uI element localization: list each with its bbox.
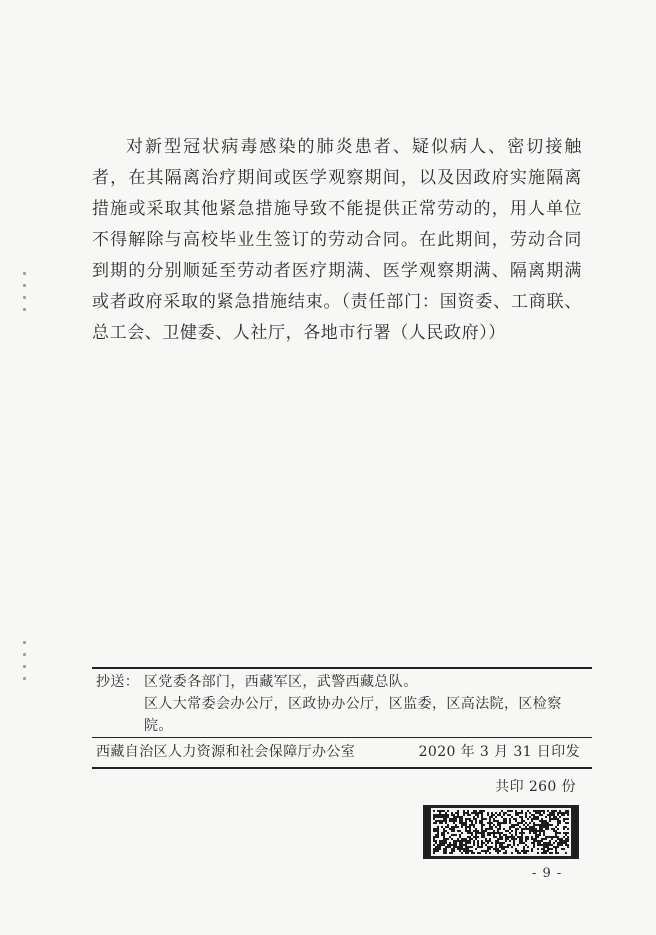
issuer-row [96, 741, 580, 763]
cc-recipients-line1: 区党委各部门，西藏军区，武警西藏总队。 [144, 674, 418, 690]
cc-recipients-line2: 区人大常委会办公厅，区政协办公厅，区监委，区高法院，区检察院。 [144, 696, 562, 734]
print-copies: 共印 260 份 [495, 779, 576, 795]
binding-hole-marks-lower [22, 641, 28, 689]
footer-middle-rule [92, 737, 592, 738]
barcode-2d-icon [423, 805, 579, 859]
issuing-office: 西藏自治区人力资源和社会保障厅办公室 [96, 744, 356, 760]
footer-bottom-rule [92, 767, 592, 769]
page-number: - 9 - [532, 866, 563, 881]
cc-label: 抄送： [96, 674, 140, 690]
footer-top-rule [92, 667, 592, 669]
issue-date: 2020 年 3 月 31 日印发 [418, 744, 580, 760]
body-paragraph: 对新型冠状病毒感染的肺炎患者、疑似病人、密切接触者，在其隔离治疗期间或医学观察期间，以及因政府实施隔离措施或采取其他紧急措施导致不能提供正常劳动的，用人单位不得解除与高校毕业生签订的劳动合同。在此期间，劳动合同到期的分别顺延至劳动者医疗期满、医学观察期满、隔离期满或者政府采取的紧急措施结束。（责任部门：国资委、工商联、总工会、卫健委、人社厅，各地市行署（人民政府）） [92, 137, 582, 343]
binding-hole-marks-upper [22, 272, 28, 320]
cc-block [96, 671, 576, 737]
